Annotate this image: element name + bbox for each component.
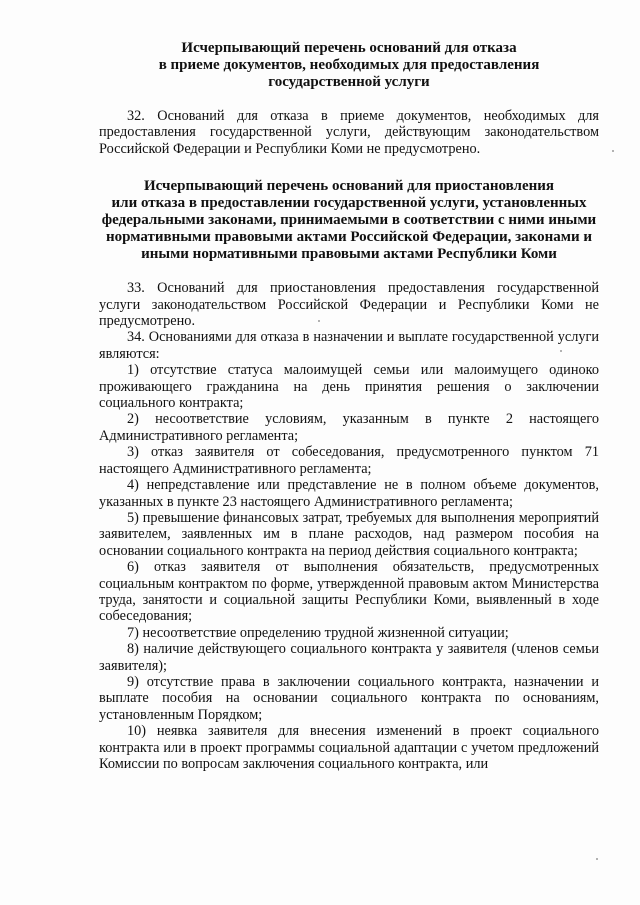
list-item: 6) отказ заявителя от выполнения обязательств, предусмотренных социальным контрактом по форме, утвержденной правовым актом Министерства труда, занятости и социальной защиты Республики Коми, выявленный в ходе собеседования; — [99, 559, 599, 625]
section-heading-suspension-refusal — [99, 178, 599, 263]
scan-speck — [318, 320, 320, 322]
list-item: 5) превышение финансовых затрат, требуемых для выполнения мероприятий заявителем, заявленных им в плане расходов, над размером пособия на основании социального контракта на период действия социального контракта; — [99, 509, 599, 559]
heading-line: Исчерпывающий перечень оснований для приостановления — [143, 178, 555, 195]
scan-speck — [612, 150, 614, 152]
list-item: 2) несоответствие условиям, указанным в пункте 2 настоящего Административного регламента; — [99, 411, 599, 444]
paragraph-34: 34. Основаниями для отказа в назначении и выплате государственной услуги являются: — [99, 329, 599, 362]
heading-line: иными нормативными правовыми актами Республики Коми — [141, 246, 557, 263]
list-item: 9) отсутствие права в заключении социального контракта, назначении и выплате пособия на основании социального контракта по основаниям, установленным Порядком; — [99, 673, 599, 723]
heading-line: федеральными законами, принимаемыми в соответствии с ними иными — [101, 212, 597, 229]
list-item: 7) несоответствие определению трудной жизненной ситуации; — [127, 624, 509, 641]
list-item: 8) наличие действующего социального контракта у заявителя (членов семьи заявителя); — [99, 641, 599, 674]
document-body — [99, 40, 599, 772]
heading-line: нормативными правовыми актами Российской Федерации, законами и — [105, 229, 592, 246]
list-item: 1) отсутствие статуса малоимущей семьи или малоимущего одиноко проживающего гражданина на день принятия решения о заключении социального контракта; — [99, 362, 599, 412]
heading-line: Исчерпывающий перечень оснований для отказа — [181, 40, 517, 56]
paragraph-33: 33. Оснований для приостановления предоставления государственной услуги законодательством Российской Федерации и Республики Коми не предусмотрено. — [99, 280, 599, 330]
scan-speck — [560, 350, 562, 352]
list-item: 3) отказ заявителя от собеседования, предусмотренного пунктом 71 настоящего Административного регламента; — [99, 444, 599, 477]
list-item: 10) неявка заявителя для внесения изменений в проект социального контракта или в проект программы социальной адаптации с учетом предложений Комиссии по вопросам заключения социального контракта, или — [99, 723, 599, 772]
section-heading-refusal-acceptance — [99, 40, 599, 91]
heading-line: в приеме документов, необходимых для предоставления — [158, 57, 540, 73]
paragraph-32: 32. Оснований для отказа в приеме документов, необходимых для предоставления государственной услуги, действующим законодательством Российской Федерации и Республики Коми не предусмотрено. — [99, 108, 599, 157]
list-item: 4) непредставление или представление не в полном объеме документов, указанных в пункте 23 настоящего Административного регламента; — [99, 477, 599, 510]
heading-line: или отказа в предоставлении государственной услуги, установленных — [111, 195, 587, 212]
heading-line: государственной услуги — [268, 74, 430, 90]
scan-speck — [596, 858, 598, 860]
